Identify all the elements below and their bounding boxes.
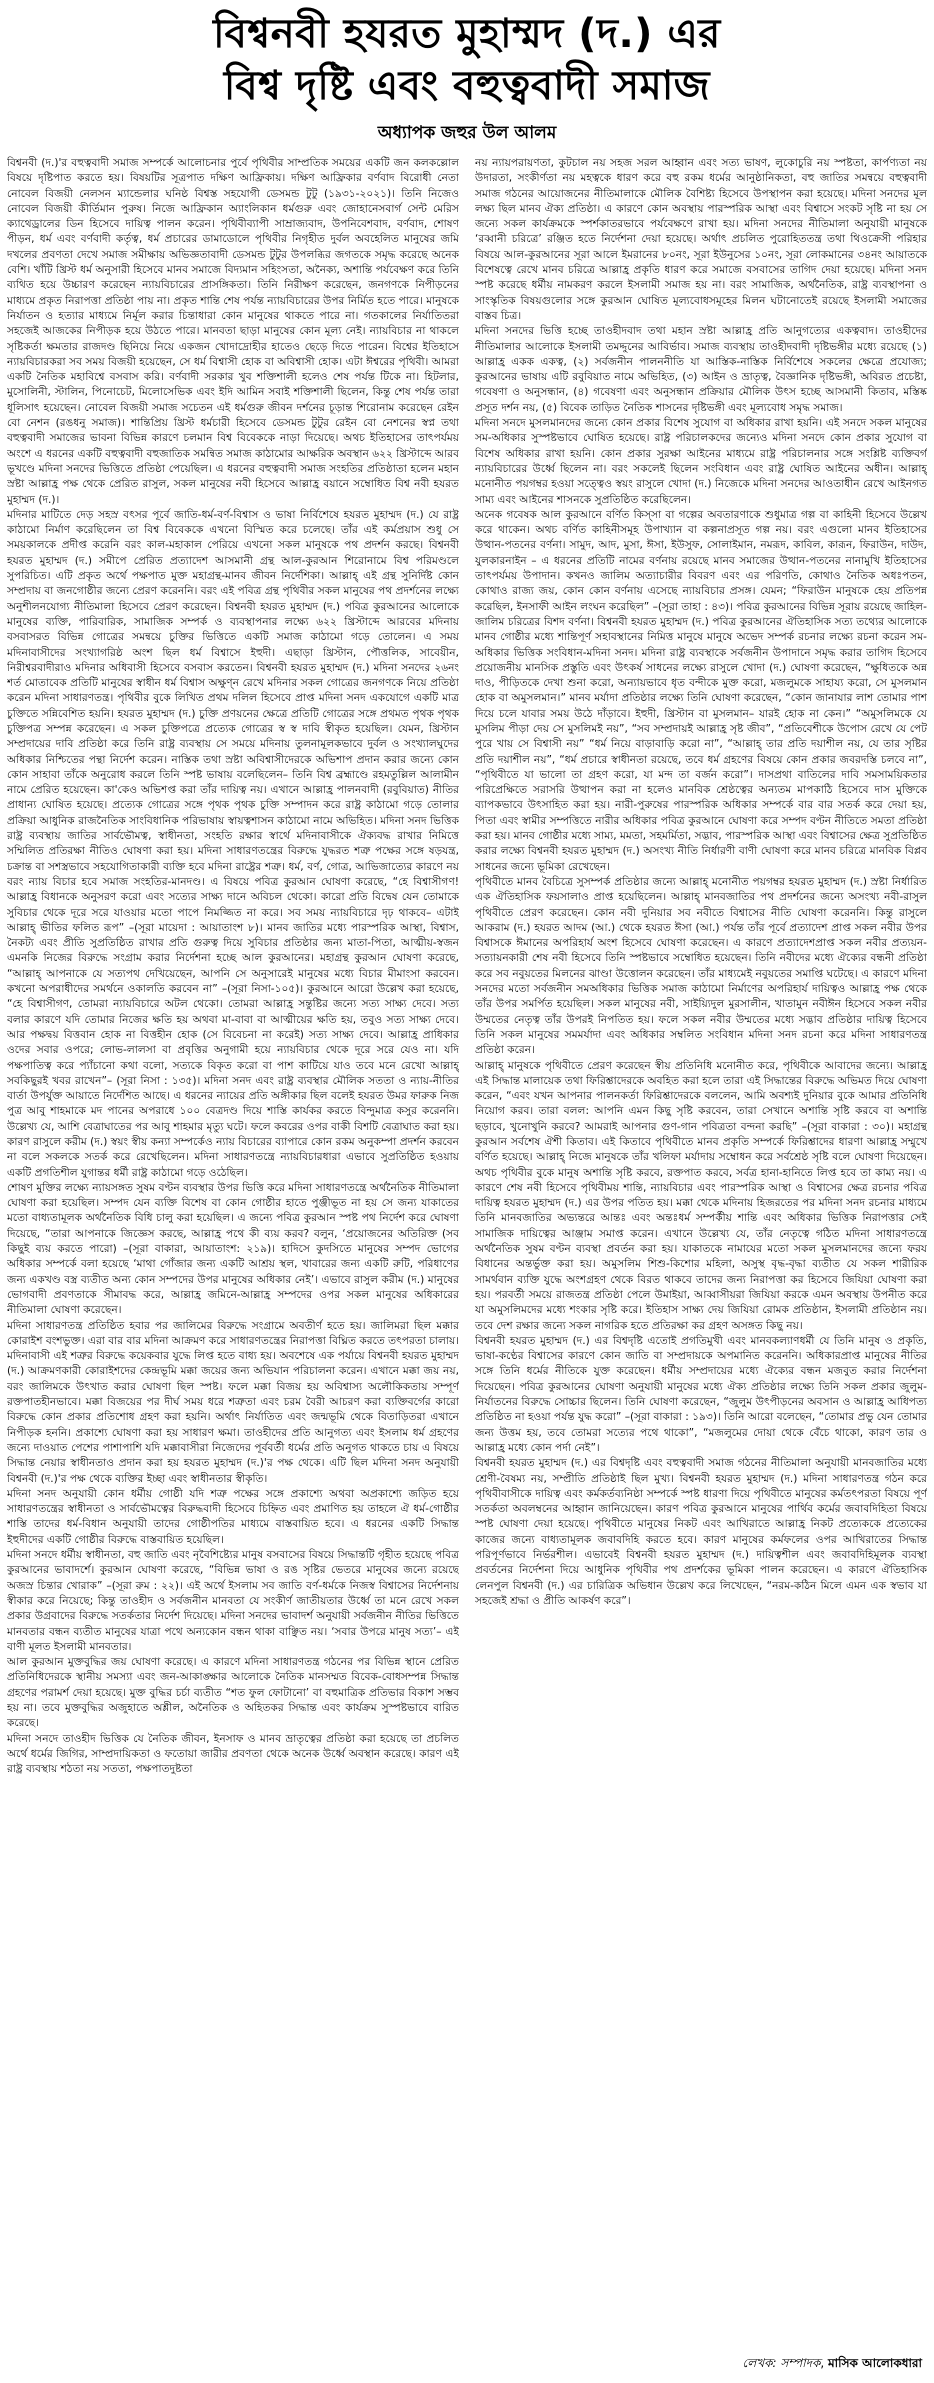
paragraph: বিশ্বনবী (দ.)'র বহুত্ববাদী সমাজ সম্পর্কে আলোচনার পুর্বে পৃথিবীর সাম্প্রতিক সময়ের একটি জন কলকল্লোল বিষয়ে দৃষ্টিপাত করতে হয়। বিষয়টির সূত্রপাত দক্ষিণ আফ্রিকায়। দক্ষিণ আফ্রিকার বর্ণবাদ বিরোধী নেতা নোবেল বিজয়ী নেলসন ম্যান্ডেলার ঘনিষ্ঠ বিশ্বস্ত সহযোগী ডেসমন্ড টুটু (১৯৩১-২০২১)। তিনি নিজেও নোবেল বিজয়ী কীর্তিমান পুরুষ। নিজে আফ্রিকান অ্যাংলিকান ধর্মগুরু এবং জোহানেসবার্গ সেন্ট মেরিস ক্যাথেড্রালের ডিন হিসেবে দায়িত্ব পালন করেন। পৃথিবীব্যাপী সাম্রাজ্যবাদ, উপনিবেশবাদ, বর্ণবাদ, শোষণ পীড়ন, ধর্ম এবং বর্ণবাদী কর্তৃত্ব, ধর্ম প্রচারের ডামাডোলে পৃথিবীর নিগৃহীত দুর্বল অবহেলিত মানুষের জমি দখলের প্রবণতা দেখে সমাজ সমীক্ষায় অভিজ্ঞতাবাদী ডেসমন্ড টুটুর উপলব্ধির জগতকে সমৃদ্ধ করেছে অনেক বেশি। খাঁটি খ্রিস্ট ধর্ম অনুসারী হিসেবে মানব সমাজে বিদ্যমান সহিংসতা, অনৈক্য, অশান্তি পর্যবেক্ষণ করে তিনি ব্যথিত হয়ে উচ্চারণ করেছেন ন্যায়বিচারের প্রাসঙ্গিকতা। তিনি নিরীক্ষণ করেছেন, জনগণকে নিপীড়নের মাধ্যমে প্রকৃত নিরাপত্তা প্রতিষ্ঠা পায় না। প্রকৃত শান্তি শেষ পর্যন্ত ন্যায়বিচারের উপর নির্মিত হতে পারে। মানুষকে নির্যাতন ও হত্যার মাধ্যমে নির্মূল করার চিন্তাধারা কোন মানুষের থাকতে পারে না। গতকালের নির্যাতিতরা সহজেই আজকের নিপীড়ক হয়ে উঠতে পারে। মানবতা ছাড়া মানুষের কোন মূল্য নেই। ন্যায়বিচার না থাকলে সৃষ্টিকর্তা ক্ষমতার রাজদণ্ড ছিনিয়ে নিয়ে একজন খোদাদ্রোহীর হাতেও ছেড়ে দিতে পারেন। বিশ্বের ইতিহাসে ন্যায়বিচারকরা সব সময় বিজয়ী হয়েছেন, সে ধর্ম বিশ্বাসী হোক বা অবিশ্বাসী হোক। এটা ঈশ্বরের পৃথিবী। আমরা একটি নৈতিক মহাবিশ্বে বসবাস করি। বর্ণবাদী সরকার খুব শক্তিশালী হলেও শেষ পর্যন্ত টিকে না। হিটলার, মুসোলিনী, স্টালিন, পিনোচেট, মিলোসেভিক এবং ইদি আমিন সবাই শক্তিশালী ছিলেন, কিন্তু শেষ পর্যন্ত তারা ধূলিসাৎ হয়েছেন। নোবেল বিজয়ী সমাজ সচেতন এই ধর্মগুরু জীবন দর্শনের চূড়ান্ত শিরোনাম করেছেন রেইন বো নেশন (রঙধনু সমাজ)। শান্তিপ্রিয় খ্রিস্ট ধর্মচারী হিসেবে ডেসমন্ড টুটুর রেইন বো নেশনের স্বপ্ন তথা বহুত্ববাদী সমাজের ভাবনা বিভিন্ন কারণে চলমান বিশ্ব বিবেককে নাড়া দিয়েছে। অথচ ইতিহাসের তাৎপর্যময় অংশে এ ধরনের একটি বহুত্ববাদী বহুজাতিক সমন্বিত সমাজ কাঠামোর আক্ষরিক অবস্থান ৬২২ খ্রিস্টাব্দে আরব ভূখণ্ডে মদিনা সনদের ভিত্তিতে প্রতিষ্ঠা পেয়েছিল। এ ধরনের বহুত্ববাদী সমাজ সংহতির প্রতিষ্ঠাতা হলেন মহান স্রষ্টা আল্লাহ্র পক্ষ থেকে প্রেরিত রাসুল, সকল মানুষের নবী হিসেবে আল্লাহ্র বয়ানে সম্বোধিত বিশ্ব নবী হযরত মুহাম্মদ (দ.)।: [7, 157, 459, 506]
paragraph: বিশ্বনবী হযরত মুহাম্মদ (দ.) এর বিশ্বদৃষ্টি এবং বহুত্ববাদী সমাজ গঠনের নীতিমালা অনুযায়ী মানবজাতির মধ্যে শ্রেণী-বৈষম্য নয়, সম্প্রীতি প্রতিষ্ঠাই ছিল মুখ্য। বিশ্বনবী হযরত মুহাম্মদ (দ.) মদিনা সাধারণতন্ত্র গঠন করে পৃথিবীবাসীকে দায়িত্ব এবং কর্মকর্তব্যনিষ্ঠা সম্পর্কে স্পষ্ট ধারণা দিয়ে পৃথিবীতে মানুষের কর্মতৎপরতা বিষয়ে পূর্ণ সতর্কতা অবলম্বনের আহ্বান জানিয়েছেন। কারণ পবিত্র কুরআনে মানুষের পার্থিব কর্মের জবাবদিহিতা বিষয়ে স্পষ্ট ঘোষণা দেয়া হয়েছে। পৃথিবীতে মানুষের নিকট এবং আখিরাতে আল্লাহ্র নিকট প্রত্যেককে প্রত্যেকের কাজের জন্যে বাধ্যতামূলক জবাবদিহি করতে হবে। কারণ মানুষের কর্মফলের ওপর আখিরাতের সিদ্ধান্ত পরিপূর্ণভাবে নির্ভরশীল। এভাবেই বিশ্বনবী হযরত মুহাম্মদ (দ.) দায়িত্বশীল এবং জবাবদিহিমূলক ব্যবস্থা প্রবর্তনের নির্দেশনা দিয়ে আধুনিক পৃথিবীর পথ প্রদর্শকের ভূমিকা পালন করেছেন। এ কারণে ঐতিহাসিক লেনপুল বিশ্বনবী (দ.) এর চারিত্রিক অভিধান উল্লেখ করে লিখেছেন, “নরম-কঠিন মিলে এমন এক স্বভাব যা সহজেই শ্রদ্ধা ও প্রীতি আকর্ষণ করে”।: [475, 1457, 927, 1607]
paragraph: মদিনা সনদ অনুযায়ী কোন ধর্মীয় গোষ্ঠী যদি শত্রু পক্ষের সঙ্গে প্রকাশ্যে অথবা অপ্রকাশ্যে জড়িত হয়ে সাধারণতন্ত্রের স্বাধীনতা ও সার্বভৌমত্বের বিরুদ্ধবাদী হিসেবে চিহ্নিত এবং প্রমাণিত হয় তাহলে ঐ ধর্ম-গোষ্ঠীর শাস্তি তাদের ধর্ম-বিধান অনুযায়ী তাদের গোষ্ঠীপতির মাধ্যমে বাস্তবায়িত হবে। এ ধরনের একটি সিদ্ধান্ত ইহুদীদের একটি গোষ্ঠীর বিরুদ্ধে বাস্তবায়িত হয়েছিল।: [7, 1487, 459, 1546]
author-byline: অধ্যাপক জহুর উল আলম: [377, 123, 557, 143]
paragraph: মদিনার মাটিতে দেড় সহস্র বৎসর পূর্বে জাতি-ধর্ম-বর্ণ-বিশ্বাস ও ভাষা নির্বিশেষে হযরত মুহাম্মদ (দ.) যে রাষ্ট্র কাঠামো নির্মাণ করেছিলেন তা বিশ্ব বিবেককে এখনো বিস্মিত করে চলেছে। তাঁর এই কর্মপ্রয়াস শুধু সে সময়কালকে প্রদীপ্ত করেনি বরং কাল-মহাকাল পেরিয়ে এখনো সকল মানুষকে পথ প্রদর্শন করছে। বিশ্বনবী হযরত মুহাম্মদ (দ.) সমীপে প্রেরিত প্রত্যাদেশ আসমানী গ্রন্থ আল-কুরআন শিরোনামে বিশ্ব পরিমণ্ডলে সুপরিচিত। এটি প্রকৃত অর্থে পক্ষপাত মুক্ত মহাগ্রন্থ-মানব জীবন নির্দেশিকা। আল্লাহ্ এই গ্রন্থ সুনির্দিষ্ট কোন সম্প্রদায় বা জনগোষ্ঠীর জন্যে প্রেরণ করেননি। বরং এই পবিত্র গ্রন্থ পৃথিবীর সকল মানুষের পথ প্রদর্শনের লক্ষ্যে অনুশীলনযোগ্য নীতিমালা হিসেবে প্রেরণ করেছেন। বিশ্বনবী হযরত মুহাম্মদ (দ.) পবিত্র কুরআনের আলোকে মানুষের ব্যক্তি, পারিবারিক, সামাজিক সম্পর্ক ও ব্যবস্থাপনার লক্ষ্যে ৬২২ খ্রিস্টাব্দে আরবের মদিনায় বসবাসরত বিভিন্ন গোত্রের সমন্বয়ে চুক্তির ভিত্তিতে একটি সমাজ কাঠামো গড়ে তোলেন। এ সময় মদিনাবাসীদের সংখ্যাগরিষ্ঠ অংশ ছিল ধর্ম বিশ্বাসে ইহুদী। এছাড়া খ্রিস্টান, পৌত্তলিক, সাবেয়ীন, নিরীশ্বরবাদীরাও মদিনার অধিবাসী হিসেবে বসবাস করতেন। বিশ্বনবী হযরত মুহাম্মদ (দ.) মদিনা সনদের ২৬নং শর্ত মোতাবেক প্রতিটি মানুষের স্বাধীন ধর্ম বিশ্বাস অক্ষুণ্ন রেখে মদিনার সকল গোত্রের জনগণকে নিয়ে প্রতিষ্ঠা করেন মদিনা সাধারণতন্ত্র। পৃথিবীর বুকে লিখিত প্রথম দলিল হিসেবে প্রাপ্ত মদিনা সনদ একযোগে একটি মাত্র চুক্তিতে সন্নিবেশিত হয়নি। হযরত মুহাম্মদ (দ.) চুক্তি প্রণয়নের ক্ষেত্রে প্রতিটি গোত্রের সঙ্গে প্রথমত পৃথক পৃথক চুক্তিপত্র সম্পন্ন করেছেন। এ সকল চুক্তিপত্রে প্রত্যেক গোত্রের স্ব স্ব দাবি স্বীকৃত হয়েছিল। যেমন, খ্রিস্টান সম্প্রদায়ের দাবি প্রতিষ্ঠা করে তিনি রাষ্ট্র ব্যবস্থায় সে সময়ে মদিনায় তুলনামূলকভাবে দুর্বল ও সংখ্যালঘুদের অধিকার নিশ্চিতের পন্থা নির্দেশ করেন। নাস্তিক তথা স্রষ্টা অবিশ্বাসীদেরকে অভিশাপ প্রদান করার জন্যে কোন কোন সাহাবা তাঁকে অনুরোধ করলে তিনি স্পষ্ট ভাষায় বলেছিলেন– তিনি বিশ্ব ব্রহ্মাণ্ডে রহমতুল্লিল আলামীন নামে প্রেরিত হয়েছেন। কা'কেও অভিশপ্ত করা তাঁর দায়িত্ব নয়। এখানে আল্লাহ্র পালনবাদী (রবুবিয়াত) নীতির প্রাধান্য ঘোষিত হয়েছে। প্রত্যেক গোত্রের সঙ্গে পৃথক পৃথক চুক্তি সম্পাদন করে রাষ্ট্র কাঠামো গড়ে তোলার প্রক্রিয়া আধুনিক রাজনৈতিক সাংবিধানিক পরিভাষায় স্বায়ত্বশাসন কাঠামো নামে অভিহিত। মদিনা সনদ ভিত্তিক রাষ্ট্র ব্যবস্থায় জাতির সার্বভৌমত্ব, স্বাধীনতা, সংহতি রক্ষার স্বার্থে মদিনাবাসীকে ঐক্যবদ্ধ রাখার নিমিত্তে সম্মিলিত প্রতিরক্ষা নীতিও ঘোষণা করা হয়। মদিনা সাধারণতন্ত্রের বিরুদ্ধে যুদ্ধরত শত্রু পক্ষের সঙ্গে ষড়যন্ত্র, চক্রান্ত বা সশস্ত্রভাবে সহযোগিতাকারী ব্যক্তি হবে মদিনা রাষ্ট্রের শত্রু। ধর্ম, বর্ণ, গোত্র, আভিজাত্যের কারণে নয় বরং ন্যায় বিচার হবে সমাজ সংহতির-মানদণ্ড। এ বিষয়ে পবিত্র কুরআন ঘোষণা করেছে, “হে বিশ্বাসীগণ! আল্লাহ্র বিধানকে অনুসরণ করো এবং সত্যের সাক্ষ্য দানে অবিচল থেকো। কারো প্রতি বিদ্বেষ যেন তোমাকে সুবিচার থেকে দূরে সরে যাওয়ার মতো পাপে নিমজ্জিত না করে। সব সময় ন্যায়বিচারে দৃঢ় থাকবে– এটাই আল্লাহ্ ভীতির ফলিত রূপ” –(সূরা মায়েদা : আয়াতাংশ ৮)। মানব জাতির মধ্যে পারস্পরিক আস্থা, বিশ্বাস, নৈকট্য এবং প্রীতি সুপ্রতিষ্ঠিত রাখার প্রতি গুরুত্ব দিয়ে সুবিচার প্রতিষ্ঠার জন্য মাতা-পিতা, আত্মীয়-স্বজন এমনকি নিজের বিরুদ্ধে সংগ্রাম করার নির্দেশনা হচ্ছে আল কুরআনের। মহাগ্রন্থ কুরআন ঘোষণা করেছে, “আল্লাহ্ আপনাকে যে সত্যপথ দেখিয়েছেন, আপনি সে অনুসারেই মানুষের মধ্যে বিচার মীমাংসা করবেন। কখনো অপরাধীদের সমর্থনে ওকালতি করবেন না” –(সূরা নিসা-১০৫)। কুরআনে আরো উল্লেখ করা হয়েছে, “হে বিশ্বাসীগণ, তোমরা ন্যায়বিচারে অটল থেকো। তোমরা আল্লাহ্র সন্তুষ্টির জন্যে সত্য সাক্ষ্য দেবে। সত্য বলার কারণে যদি তোমার নিজের ক্ষতি হয় অথবা মা-বাবা বা আত্মীয়ের ক্ষতি হয়, তবুও সত্য সাক্ষ্য দেবে। আর পক্ষদ্বয় বিত্তবান হোক না বিত্তহীন হোক (সে বিবেচনা না করেই) সত্য সাক্ষ্য দেবে। আল্লাহ্র প্রাধিকার ওদের সবার ওপরে; লোভ-লালসা বা প্রবৃত্তির অনুগামী হয়ে ন্যায়বিচার থেকে দূরে সরে যেও না। যদি পক্ষপাতিত্ব করে প্যাঁচানো কথা বলো, সত্যকে বিকৃত করো বা পাশ কাটিয়ে যাও তবে মনে রেখো আল্লাহ্ সবকিছুরই খবর রাখেন”– (সূরা নিসা : ১৩৫)। মদিনা সনদ এবং রাষ্ট্র ব্যবস্থার মৌলিক সততা ও ন্যায়-নীতির বার্তা উপর্যুক্ত আয়াতে নির্দেশিত আছে। এ ধরনের ন্যায়ের প্রতি অঙ্গীকার ছিল বলেই হযরত উমর ফারুক নিজ পুত্র আবু শাহমাকে মদ পানের অপরাধে ১০০ বেত্রদণ্ড দিয়ে শাস্তি কার্যকর করতে বিন্দুমাত্র কসুর করেননি। উল্লেখ্য যে, আশি বেত্রাঘাতের পর আবু শাহমার মৃত্যু ঘটে। ফলে কবরের ওপর বাকী বিশটি বেত্রাঘাত করা হয়। কারণ রাসুলে করীম (দ.) স্বয়ং স্বীয় কন্যা সম্পর্কেও ন্যায় বিচারের ব্যাপারে কোন রকম অনুকম্পা প্রদর্শন করবেন না বলে সকলকে সতর্ক করে রেখেছিলেন। মদিনা সাধারণতন্ত্রে ন্যায়বিচারধারা এভাবে সুপ্রতিষ্ঠিত হওয়ায় একটি প্রগতিশীল যুগান্তর ধর্মী রাষ্ট্র কাঠামো গড়ে ওঠেছিল।: [7, 508, 459, 1179]
paragraph: নয় ন্যায়পরায়ণতা, কুটচাল নয় সহজ সরল আহ্বান এবং সত্য ভাষণ, লুকোচুরি নয় স্পষ্টতা, কার্পণ্যতা নয় উদারতা, সংকীর্ণতা নয় মহত্বকে ধারণ করে বহু রকম ধর্মের আনুষ্ঠানিকতা, বহু জাতির সমন্বয়ে বহুত্ববাদী সমাজ গঠনের আয়োজনের নীতিমালাকে মৌলিক বৈশিষ্ট্য হিসেবে উপস্থাপন করা হয়েছে। মদিনা সনদের মূল লক্ষ্য ছিল মানব ঐক্য প্রতিষ্ঠা। এ কারণে কোন অবস্থায় পারস্পরিক আস্থা এবং বিশ্বাসে সংকট সৃষ্টি না হয় সে জন্যে সকল কার্যক্রমকে স্পর্শকাতরভাবে পর্যবেক্ষণে রাখা হয়। মদিনা সনদের নীতিমালা অনুযায়ী মানুষকে ‘রব্বানী চরিত্রে’ রঞ্জিত হতে নির্দেশনা দেয়া হয়েছে। অর্থাৎ প্রচলিত পুরোহিততন্ত্র তথা থিওক্রেসী পরিহার বিষয়ে আল-কুরআনের সূরা আলে ইমরানের ৮০নং, সূরা ইউনুসের ১০নং, সূরা লোকমানের ৩৪নং আয়াতকে বিশেষত্বে রেখে মানব চরিত্রে আল্লাহ্র প্রকৃতি ধারণ করে সমাজে বসবাসের তাগিদ দেয়া হয়েছে। মদিনা সনদ স্পষ্ট করেছে ধর্মীয় নামকরণ করলে ইসলামী সমাজ হয় না। বরং সামাজিক, অর্থনৈতিক, রাষ্ট্র ব্যবস্থাপনা ও সাংস্কৃতিক বিষয়গুলোর সঙ্গে কুরআন ঘোষিত মূল্যবোধসমূহের মিলন ঘটানোতেই রয়েছে ইসলামী সমাজের বাস্তব চিত্র।: [475, 157, 927, 322]
paragraph: মদিনা সাধারণতন্ত্র প্রতিষ্ঠিত হবার পর জালিমের বিরুদ্ধে সংগ্রামে অবতীর্ণ হতে হয়। জালিমরা ছিল মক্কার কোরাইশ বংশভুক্ত। এরা বার বার মদিনা আক্রমণ করে সাধারণতন্ত্রের নিরাপত্তা বিঘ্নিত করতে তৎপরতা চালায়। মদিনাবাসী এই শত্রুর বিরুদ্ধে কয়েকবার যুদ্ধে লিপ্ত হতে বাধ্য হয়। অবশেষে এক পর্যায়ে বিশ্বনবী হযরত মুহাম্মদ (দ.) আক্রমণকারী কোরাইশদের কেন্দ্রভূমি মক্কা জয়ের জন্য অভিযান পরিচালনা করেন। এখানে মক্কা জয় নয়, বরং জালিমকে উৎখাত করার ঘোষণা ছিল স্পষ্ট। ফলে মক্কা বিজয় হয় অবিশ্বাস্য অলৌকিকতায় সম্পূর্ণ রক্তপাতহীনভাবে। মক্কা বিজয়ের পর দীর্ঘ সময় ধরে শত্রুতা এবং চরম বৈরী আচরণ করা ব্যক্তিবর্গের কারো বিরুদ্ধে কোন প্রকার প্রতিশোধ গ্রহণ করা হয়নি। অর্থাৎ নির্যাতিত এবং জন্মভূমি থেকে বিতাড়িতরা এখানে নিপীড়ক হননি। প্রকাশ্যে ঘোষণা করা হয় সাধারণ ক্ষমা। তাওহীদের প্রতি আনুগত্য এবং ইসলাম ধর্ম গ্রহণের জন্যে দাওয়াত পেশের পাশাপাশি যদি মক্কাবাসীরা নিজেদের পূর্ববর্তী ধর্মের প্রতি অনুগত থাকতে চায় এ বিষয়ে সিদ্ধান্ত নেয়ার স্বাধীনতাও প্রদান করা হয় হযরত মুহাম্মদ (দ.)'র পক্ষ থেকে। এটি ছিল মদিনা সনদ অনুযায়ী বিশ্বনবী (দ.)'র পক্ষ থেকে ব্যক্তির ইচ্ছা এবং স্বাধীনতার স্বীকৃতি।: [7, 1319, 459, 1485]
right-column: [475, 156, 927, 2336]
paragraph: মদিনা সনদে তাওহীদ ভিত্তিক যে নৈতিক জীবন, ইনসাফ ও মানব ভ্রাতৃত্বের প্রতিষ্ঠা করা হয়েছে তা প্রচলিত অর্থে ধর্মের জিগির, সাম্প্রদায়িকতা ও ফতোয়া জারীর প্রবণতা থেকে অনেক উর্ধ্বে অবস্থান করেছে। কারণ এই রাষ্ট্র ব্যবস্থায় শঠতা নয় সততা, পক্ষপাতদুষ্টতা: [7, 1732, 459, 1776]
paragraph: অনেক গবেষক আল কুরআনে বর্ণিত কিস্সা বা গল্পের অবতারণাকে শুধুমাত্র গল্প বা কাহিনী হিসেবে উল্লেখ করে থাকেন। অথচ বর্ণিত কাহিনীসমূহ উপাখ্যান বা কল্পনাপ্রসূত গল্প নয়। বরং এগুলো মানব ইতিহাসের উত্থান-পতনের বর্ণনা। সামুদ, আদ, মুসা, ঈসা, ইউসুফ, সোলাইমান, নমরূদ, কাবিল, কারূন, ফিরাউন, দাউদ, যুলকারনাইন – এ ধরনের প্রতিটি নামের বর্ণনায় রয়েছে মানব সমাজের উত্থান-পতনের নানামুখি ইতিহাসের তাৎপর্যময় উপাদান। কখনও জালিম অত্যাচারীর বিবরণ এবং এর পরিণতি, কোথাও নৈতিক অধঃপতন, কোথাও রাজ্য জয়, কোন কোন বর্ণনায় এসেছে ন্যায়বিচার প্রসঙ্গ। যেমন; “ফিরাউন মানুষকে হেয় প্রতিপন্ন করেছিল, ইনসাফী আইন লংঘন করেছিল” –(সূরা তাহা : ৪৩)। পবিত্র কুরআনের বিভিন্ন সূরায় রয়েছে জাহিল-জালিম চরিত্রের বিশদ বর্ণনা। বিশ্বনবী হযরত মুহাম্মদ (দ.) পবিত্র কুরআনের ঐতিহাসিক সত্য তথ্যের আলোকে মানব গোষ্ঠীর মধ্যে শান্তিপূর্ণ সহাবস্থানের নিমিত্ত মানুষে মানুষে অভেদ সম্পর্ক রচনার লক্ষ্যে রচনা করেন সম-অধিকার ভিত্তিক সংবিধান-মদিনা সনদ। মদিনা রাষ্ট্র ব্যবস্থাকে সর্বজনীন উপাদানে সমৃদ্ধ করার তাগিদ হিসেবে প্রয়োজনীয় মানসিক প্রস্তুতি এবং উৎকর্ষ সাধনের লক্ষ্যে রাসুলে খোদা (দ.) ঘোষণা করেছেন, “ক্ষুধিতকে অন্ন দাও, পীড়িতকে দেখা শুনা করো, অন্যায়ভাবে ধৃত বন্দীকে মুক্ত করো, মজলুমকে সাহায্য করো, সে মুসলমান হোক বা অমুসলমান।” মানব মর্যাদা প্রতিষ্ঠার লক্ষ্যে তিনি ঘোষণা করেছেন, “কোন জানাযার লাশ তোমার পাশ দিয়ে চলে যাবার সময় উঠে দাঁড়াবে। ইহুদী, খ্রিস্টান বা মুসলমান– যারই হোক না কেন।” “অমুসলিমকে যে মুসলিম পীড়া দেয় সে মুসলিমই নয়”, “সব সম্প্রদায়ই আল্লাহ্র সৃষ্ট জীব”, “প্রতিবেশীকে উপোস রেখে যে পেট পুরে খায় সে বিশ্বাসী নয়” “ধর্ম নিয়ে বাড়াবাড়ি করো না”, “আল্লাহ্ তার প্রতি দয়াশীল নয়, যে তার সৃষ্টির প্রতি দয়াশীল নয়”, “ধর্ম প্রচারে স্বাধীনতা রয়েছে, তবে ধর্ম গ্রহণের বিষয়ে কোন প্রকার জবরদস্তি চলবে না”, “পৃথিবীতে যা ভালো তা গ্রহণ করো, যা মন্দ তা বর্জন করো”। দাসপ্রথা বাতিলের দাবি সমসাময়িকতার পরিপ্রেক্ষিতে সরাসরি উত্থাপন করা না হলেও মানবিক শ্রেষ্ঠত্বের অন্যতম মাপকাঠি হিসেবে দাস মুক্তিকে ব্যাপকভাবে উৎসাহিত করা হয়। নারী-পুরুষের পারস্পরিক অধিকার সম্পর্কে বার বার সতর্ক করে দেয়া হয়, পিতা এবং স্বামীর সম্পত্তিতে নারীর অধিকার পবিত্র কুরআনে ঘোষণা করে সম্পদ বণ্টন নীতিতে সমতা প্রতিষ্ঠা করা হয়। মানব গোষ্ঠীর মধ্যে সাম্য, মমতা, সহমর্মিতা, সদ্ভাব, পারস্পরিক আস্থা এবং বিশ্বাসের ক্ষেত্র সুপ্রতিষ্ঠিত করার লক্ষ্যে বিশ্বনবী হযরত মুহাম্মদ (দ.) অসংখ্য নীতি নির্ধারণী বাণী ঘোষণা করে মানব চরিত্রে মানবিক বিপ্লব সাধনের জন্যে ভূমিকা রেখেছেন।: [475, 508, 927, 873]
paragraph: মদিনা সনদে ধর্মীয় স্বাধীনতা, বহু জাতি এবং নৃবৈশিষ্ট্যের মানুষ বসবাসের বিষয়ে সিদ্ধান্তটি গৃহীত হয়েছে পবিত্র কুরআনের ভাবাদর্শে। কুরআন ঘোষণা করেছে, “বিভিন্ন ভাষা ও রঙ সৃষ্টির ভেতরে মানুষের জন্যে রয়েছে অজস্র চিন্তার খোরাক” –(সূরা রুম : ২২)। এই অর্থে ইসলাম সব জাতি বর্ণ-ধর্মকে নিজস্ব বিশ্বাসের নির্দেশনায় স্বীকার করে নিয়েছে; কিন্তু তাওহীদ ও সর্বজনীন মানবতা যে সংকীর্ণ জাতীয়তার উর্ধ্বে তা মনে রেখে সকল প্রকার উগ্রবাদের বিরুদ্ধে সতর্কতার নির্দেশ দিয়েছে। মদিনা সনদের ভাবাদর্শ অনুযায়ী সর্বজনীন নীতির ভিত্তিতে মানবতার বন্ধন ব্যতীত মানুষের যাত্রা পথে অন্যকোন বন্ধন থাকা বাঞ্ছিত নয়। ‘সবার উপরে মানুষ সত্য’– এই বাণী মূলত ইসলামী মানবতার।: [7, 1549, 459, 1653]
writer-credit: [742, 2355, 922, 2371]
paragraph: আল কুরআন মুক্তবুদ্ধির জয় ঘোষণা করেছে। এ কারণে মদিনা সাধারণতন্ত্র গঠনের পর বিভিন্ন স্থানে প্রেরিত প্রতিনিধিদেরকে স্থানীয় সমস্যা এবং জন-আকাঙ্ক্ষার আলোকে নৈতিক মানসম্মত বিবেক-বোধসম্পন্ন সিদ্ধান্ত গ্রহণের পরামর্শ দেয়া হয়েছে। মুক্ত বুদ্ধির চর্চা ব্যতীত “শত ফুল ফোটানো’ বা বহুমাত্রিক প্রতিভার বিকাশ সম্ভব হয় না। তবে মুক্তবুদ্ধির অজুহাতে অশ্লীল, অনৈতিক ও অহিতকর সিদ্ধান্ত এবং কার্যক্রম সুস্পষ্টভাবে বারিত করেছে।: [7, 1656, 459, 1730]
paragraph: পৃথিবীতে মানব বৈচিত্রে সুসম্পর্ক প্রতিষ্ঠার জন্যে আল্লাহ্ মনোনীত পয়গম্বর হযরত মুহাম্মদ (দ.) স্রষ্টা নির্ধারিত এক ঐতিহাসিক ফয়সালাও প্রাপ্ত হয়েছিলেন। আল্লাহ্ মানবজাতির পথ প্রদর্শনের জন্যে অসংখ্য নবী-রাসুল পৃথিবীতে প্রেরণ করেছেন। কোন নবী দুনিয়ার সব নবীতে বিশ্বাসের নীতি ঘোষণা করেননি। কিন্তু রাসুলে আকরাম (দ.) হযরত আদম (আ.) থেকে হযরত ঈসা (আ.) পর্যন্ত তাঁর পূর্বে প্রত্যাদেশ প্রাপ্ত সকল নবীর উপর বিশ্বাসকে ঈমানের অপরিহার্য অংশ হিসেবে ঘোষণা করেছেন। এ কারণে প্রত্যাদেশপ্রাপ্ত সকল নবীর প্রত্যয়ন-সত্যায়নকারী শেষ নবী হিসেবে তিনি স্পষ্টভাবে সম্বোধিত হয়েছেন। তিনি নবীদের মধ্যে ঐক্যের বন্ধনী প্রতিষ্ঠা করে সব নবুয়তের মিলনের ঝাণ্ডা উত্তোলন করেছেন। তাঁর মাধ্যমেই নবুয়তের সমাপ্তি ঘটেছে। এ কারণে মদিনা সনদের মতো সর্বজনীন সমঅধিকার ভিত্তিক সমাজ কাঠামো নির্মাণের অপরিহার্য দায়িত্বও আল্লাহ্র পক্ষ থেকে তাঁর উপর সমর্পিত হয়েছিল। সকল মানুষের নবী, সাইয়্যিদুল মুরসালীন, খাতামুন নবীঈন হিসেবে সকল নবীর উম্মতের নেতৃত্ব তাঁর উপরই নিপতিত হয়। ফলে সকল নবীর উম্মতের মধ্যে সদ্ভাব প্রতিষ্ঠার দায়িত্ব হিসেবে তিনি সকল মানুষের সমমর্যাদা এবং অধিকার সম্বলিত সংবিধান মদিনা সনদ রচনা করে মদিনা সাধারণতন্ত্র প্রতিষ্ঠা করেন।: [475, 875, 927, 1057]
left-column: [7, 156, 459, 2336]
article-headline: [0, 8, 934, 112]
credit-separator: ,: [820, 2356, 828, 2370]
credit-role: লেখক: সম্পাদক: [742, 2356, 821, 2370]
headline-line-2: বিশ্ব দৃষ্টি এবং বহুত্ববাদী সমাজ: [223, 63, 711, 109]
paragraph: মদিনা সনদে মুসলমানদের জন্যে কোন প্রকার বিশেষ সুযোগ বা অধিকার রাখা হয়নি। এই সনদে সকল মানুষের সম-অধিকার সুস্পষ্টভাবে ঘোষিত হয়েছে। রাষ্ট্র পরিচালকদের জন্যেও মদিনা সনদে কোন প্রকার সুযোগ বা বিশেষ অধিকার রাখা হয়নি। কোন প্রকার সুরক্ষা আইনের মাধ্যমে রাষ্ট্র পরিচালনার সঙ্গে সংশ্লিষ্ট ব্যক্তিবর্গ ন্যায়বিচারের উর্ধ্বে ছিলেন না। বরং সকলেই ছিলেন সংবিধান এবং রাষ্ট্র ঘোষিত আইনের অধীন। আল্লাহ্ মনোনীত পয়গম্বর হওয়া সত্ত্বেও স্বয়ং রাসুলে খোদা (দ.) নিজেকে মদিনা সনদের আওতাধীন রেখে আইনগত সাম্য এবং আইনের শাসনকে সুপ্রতিষ্ঠিত করেছিলেন।: [475, 417, 927, 506]
paragraph: বিশ্বনবী হযরত মুহাম্মদ (দ.) এর বিশ্বদৃষ্টি এতোই প্রগতিমুখী এবং মানবকল্যাণধর্মী যে তিনি মানুষ ও প্রকৃতি, ভাষা-কণ্ঠের বিশ্বাসের কারণে কোন জাতি বা সম্প্রদায়কে অপমানিত করেননি। অধিকারপ্রাপ্ত মানুষের নীতির সঙ্গে তিনি ধর্মের নীতিকে যুক্ত করেছেন। ধর্মীয় সম্প্রদায়ের মধ্যে ঐক্যের বন্ধন মজবুত করার নির্দেশনা দিয়েছেন। পবিত্র কুরআনের ঘোষণা অনুযায়ী মানুষের মধ্যে ঐক্য প্রতিষ্ঠার লক্ষ্যে তিনি সকল প্রকার জুলুম-নির্যাতনের বিরুদ্ধে সোচ্চার ছিলেন। তিনি ঘোষণা করেছেন, “জুলুম উৎপীড়নের অবসান ও আল্লাহ্র আধিপত্য প্রতিষ্ঠিত না হওয়া পর্যন্ত যুদ্ধ করো” –(সূরা বাকারা : ১৯৩)। তিনি আরো বলেছেন, “তোমার প্রভু যেন তোমার জন্য উত্তম হয়, তবে তোমরা সত্যের পথে থাকো”, “মজলুমের দোয়া থেকে বেঁচে থাকো, কারণ তার ও আল্লাহ্র মধ্যে কোন পর্দা নেই”।: [475, 1334, 927, 1454]
article-body: [7, 156, 927, 2336]
paragraph: শোষণ মুক্তির লক্ষ্যে ন্যায়সঙ্গত সুষম বণ্টন ব্যবস্থার উপর ভিত্তি করে মদিনা সাধারণতন্ত্রে অর্থনৈতিক নীতিমালা ঘোষণা করা হয়েছিল। সম্পদ যেন ব্যক্তি বিশেষ বা কোন গোষ্ঠীর হাতে পুঞ্জীভূত না হয় সে জন্য যাকাতের মতো বাধ্যতামূলক অর্থনৈতিক বিধি চালু করা হয়েছিল। এ জন্যে পবিত্র কুরআন স্পষ্ট পথ নির্দেশ করে ঘোষণা দিয়েছে, “তারা আপনাকে জিজ্ঞেস করছে, আল্লাহ্র পথে কী ব্যয় করব? বলুন, ‘প্রয়োজনের অতিরিক্ত (সব কিছুই ব্যয় করতে পারো) –(সূরা বাকারা, আয়াতাংশ: ২১৯)। হাদিসে কুদসিতে মানুষের সম্পদ ভোগের অধিকার সম্পর্কে বলা হয়েছে ‘মাথা গোঁজার জন্য একটি আশ্রয় স্থল, খাবারের জন্য একটি রুটি, পরিধাণের জন্য একখণ্ড বস্ত্র ব্যতীত অন্য কোন সম্পদের উপর মানুষের অধিকার নেই’। এভাবে রাসুল করীম (দ.) মানুষের ভোগবাদী প্রবণতাকে সীমাবদ্ধ করে, আল্লাহ্র জমিনে-আল্লাহ্র সম্পদের ওপর সকল মানুষের অধিকারের নীতিমালা ঘোষণা করেছেন।: [7, 1181, 459, 1317]
headline-line-1: বিশ্বনবী হযরত মুহাম্মদ (দ.) এর: [213, 11, 721, 57]
credit-publication: মাসিক আলোকধারা: [828, 2356, 922, 2370]
paragraph: মদিনা সনদের ভিত্তি হচ্ছে তাওহীদবাদ তথা মহান স্রষ্টা আল্লাহ্র প্রতি আনুগত্যের একত্ববাদ। তাওহীদের নীতিমালার আলোকে ইসলামী তমদ্দুনের আবির্ভাব। সমাজ ব্যবস্থায় তাওহীদবাদী দৃষ্টিভঙ্গীর মধ্যে রয়েছে (১) আল্লাহ্র একক একত্ব, (২) সর্বজনীন পালননীতি যা আস্তিক-নাস্তিক নির্বিশেষে সকলের ক্ষেত্রে প্রযোজ্য; কুরআনের ভাষায় এটি রবুবিয়াত নামে অভিহিত, (৩) আইন ও ভ্রাতৃত্ব, বৈজ্ঞানিক দৃষ্টিভঙ্গী, অবিরত প্রচেষ্টা, গবেষণা ও অনুসন্ধান, (৪) গবেষণা এবং অনুসন্ধান প্রক্রিয়ার মৌলিক উৎস হচ্ছে আসমানী কিতাব, মস্তিষ্ক প্রসূত দর্শন নয়, (৫) বিবেক তাড়িত নৈতিক শাসনের দৃষ্টিভঙ্গী এবং মূল্যবোধ সমৃদ্ধ সমাজ।: [475, 325, 927, 414]
paragraph: আল্লাহ্ মানুষকে পৃথিবীতে প্রেরণ করেছেন স্বীয় প্রতিনিধি মনোনীত করে, পৃথিবীকে আবাদের জন্যে। আল্লাহ্র এই সিদ্ধান্ত মালায়েক তথা ফিরিশ্তাদেরকে অবহিত করা হলে তারা এই সিদ্ধান্তের বিরুদ্ধে অভিমত দিয়ে ঘোষণা করেন, “এবং যখন আপনার পালনকর্তা ফিরিশ্তাদেরকে বললেন, আমি অবশ্যই দুনিয়ার বুকে আমার প্রতিনিধি নিয়োগ করব। তারা বলল: আপনি এমন কিছু সৃষ্টি করবেন, তারা সেখানে অশান্তি সৃষ্টি করবে বা অশান্তি ছড়াবে, খুনোখুনি করবে? আমরাই আপনার গুণ-গান পবিত্রতা বন্দনা করছি” –(সূরা বাকারা : ৩০)। মহাগ্রন্থ কুরআন সর্বশেষ ঐশী কিতাব। এই কিতাবে পৃথিবীতে মানব প্রকৃতি সম্পর্কে ফিরিশ্তাদের ধারণা আল্লাহ্র সম্মুখে বর্ণিত হয়েছে। আল্লাহ্ নিজে মানুষকে তাঁর খলিফা মর্যাদায় সম্বোধন করে সর্বশ্রেষ্ঠ সৃষ্টি বলে ঘোষণা দিয়েছেন। অথচ পৃথিবীর বুকে মানুষ অশান্তি সৃষ্টি করবে, রক্তপাত করবে, সর্বত্র হানা-হানিতে লিপ্ত হবে তা কাম্য নয়। এ কারণে শেষ নবী হিসেবে পৃথিবীময় শান্তি, ন্যায়বিচার এবং পারস্পরিক আস্থা ও বিশ্বাসের ক্ষেত্র রচনার পবিত্র দায়িত্ব হযরত মুহাম্মদ (দ.) এর উপর পতিত হয়। মক্কা থেকে মদিনায় হিজরতের পর মদিনা সনদ রচনার মাধ্যমে তিনি মানবজাতির অভ্যন্তরে আন্তঃ এবং অন্তঃধর্ম সম্পর্কীয় শান্তি এবং অধিকার ভিত্তিক নিরাপত্তার সেই সামাজিক দায়িত্বের আঞ্জাম সমাপ্ত করেন। এখানে উল্লেখ্য যে, তাঁর নেতৃত্বে গঠিত মদিনা সাধারণতন্ত্রে অর্থনৈতিক সুষম বণ্টন ব্যবস্থা প্রবর্তন করা হয়। যাকাতকে নামাযের মতো সকল মুসলমানদের জন্যে ফরয বিধানের অন্তর্ভুক্ত করা হয়। অমুসলিম শিশু-কিশোর মহিলা, অসুস্থ বৃদ্ধ-বৃদ্ধা ব্যতীত যে সকল শারীরিক সামর্থবান ব্যক্তি যুদ্ধে অংশগ্রহণ থেকে বিরত থাকবে তাদের জন্য নিরাপত্তা কর হিসেবে জিযিয়া ঘোষণা করা হয়। পরবর্তী সময়ে রাজতন্ত্র প্রতিষ্ঠা পেলে উমাইয়া, আব্বাসীয়রা জিযিয়া করকে এমন অবস্থায় উপনীত করে যা অমুসলিমদের মধ্যে শংকার সৃষ্টি করে। ইতিহাস সাক্ষ্য দেয় জিযিয়া রোমক প্রতিষ্ঠান, ইসলামী প্রতিষ্ঠান নয়। তবে দেশ রক্ষার জন্যে সকল নাগরিক হতে প্রতিরক্ষা কর গ্রহণ অসঙ্গত কিছু নয়।: [475, 1059, 927, 1332]
